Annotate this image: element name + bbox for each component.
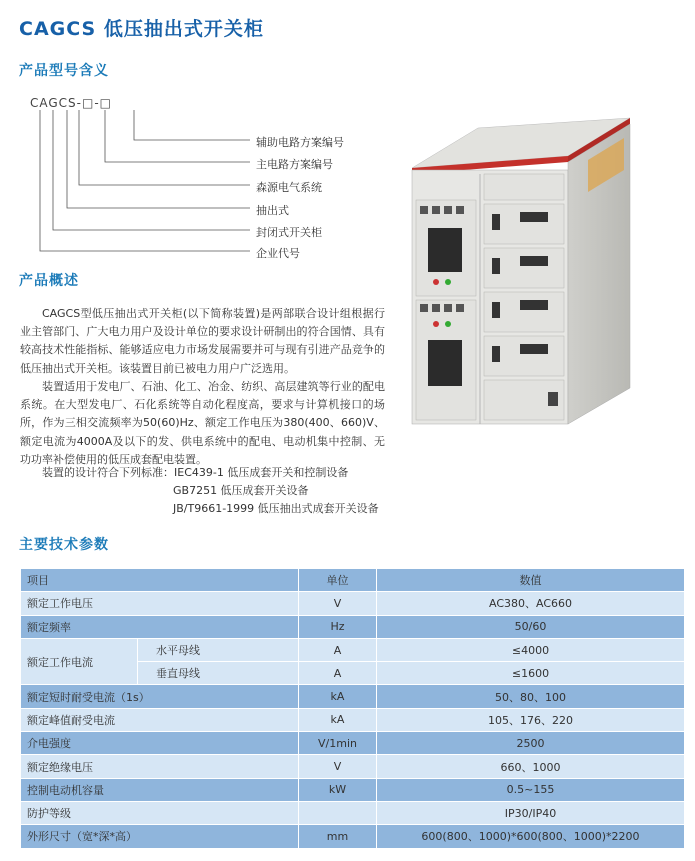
- row-name: 外形尺寸（宽*深*高）: [21, 825, 299, 848]
- table-row: [21, 615, 685, 638]
- row-unit: A: [299, 638, 377, 661]
- row-subname: 水平母线: [138, 638, 299, 661]
- header-unit: 单位: [299, 569, 377, 592]
- table-row: [21, 778, 685, 801]
- table-header-row: [21, 569, 685, 592]
- row-unit: Hz: [299, 615, 377, 638]
- row-name: 额定绝缘电压: [21, 755, 299, 778]
- table-row: [21, 732, 685, 755]
- table-row: [21, 708, 685, 731]
- row-unit: mm: [299, 825, 377, 848]
- line-drawout: [67, 110, 250, 208]
- row-unit: A: [299, 662, 377, 685]
- table-row: [21, 755, 685, 778]
- standard-gb7251: GB7251 低压成套开关设备: [173, 484, 309, 497]
- section-title-params: 主要技术参数: [19, 537, 109, 553]
- model-code-diagram: [0, 0, 260, 260]
- line-main-circuit: [105, 110, 250, 162]
- table-row: [21, 592, 685, 615]
- row-value: 0.5~155: [377, 778, 685, 801]
- row-unit: kA: [299, 685, 377, 708]
- switchgear-cabinet-image: [408, 110, 638, 428]
- overview-paragraph-3: 装置的设计符合下列标准：IEC439-1 低压成套开关和控制设备: [42, 466, 349, 479]
- row-value: 105、176、220: [377, 708, 685, 731]
- section-title-overview: 产品概述: [19, 273, 79, 289]
- row-name: 额定工作电流: [21, 638, 138, 685]
- model-code: CAGCS-□-□: [30, 96, 113, 110]
- row-value: AC380、AC660: [377, 592, 685, 615]
- table-row: [21, 825, 685, 848]
- standard-jb9661: JB/T9661-1999 低压抽出式成套开关设备: [173, 502, 379, 515]
- overview-paragraph-2: 装置适用于发电厂、石油、化工、冶金、纺织、高层建筑等行业的配电系统。在大型发电厂、石化系统等自动化程度高，要求与计算机接口的场所，作为三相交流频率为50(60)Hz、额定工作电压为380(400、660)V、额定电流为4000A及以下的发、供电系统中的配电、电动机集中控制、无功功率补偿使用的低压成套配电装置。: [20, 380, 385, 466]
- row-value: 660、1000: [377, 755, 685, 778]
- legend-drawout: 抽出式: [256, 204, 289, 217]
- row-name: 额定峰值耐受电流: [21, 708, 299, 731]
- row-name: 介电强度: [21, 732, 299, 755]
- legend-system: 森源电气系统: [256, 181, 322, 194]
- row-name: 控制电动机容量: [21, 778, 299, 801]
- section-title-model: 产品型号含义: [19, 63, 109, 79]
- row-name: 额定工作电压: [21, 592, 299, 615]
- row-subname: 垂直母线: [138, 662, 299, 685]
- legend-company: 企业代号: [256, 247, 300, 260]
- line-aux-circuit: [134, 110, 250, 140]
- header-item: 项目: [21, 569, 299, 592]
- parameters-table: [20, 568, 685, 849]
- table-row: [21, 685, 685, 708]
- row-unit: kW: [299, 778, 377, 801]
- row-value: 600(800、1000)*600(800、1000)*2200: [377, 825, 685, 848]
- header-value: 数值: [377, 569, 685, 592]
- row-value: 50/60: [377, 615, 685, 638]
- table-row: [21, 638, 685, 661]
- row-unit: V: [299, 592, 377, 615]
- row-unit: kA: [299, 708, 377, 731]
- row-unit: V: [299, 755, 377, 778]
- legend-main-circuit: 主电路方案编号: [256, 158, 333, 171]
- row-value: ≤4000: [377, 638, 685, 661]
- row-value: 2500: [377, 732, 685, 755]
- row-value: ≤1600: [377, 662, 685, 685]
- row-unit: [299, 801, 377, 824]
- row-value: 50、80、100: [377, 685, 685, 708]
- legend-aux-circuit: 辅助电路方案编号: [256, 136, 344, 149]
- legend-enclosed: 封闭式开关柜: [256, 226, 322, 239]
- overview-paragraph-1: CAGCS型低压抽出式开关柜(以下简称装置)是两部联合设计组根据行业主管部门、广大电力用户及设计单位的要求设计研制出的符合国情、具有较高技术性能指标、能够适应电力市场发展需要并可与现有引进产品竞争的低压抽出式开关柜。该装置目前已被电力用户广泛选用。: [20, 307, 385, 375]
- line-enclosed: [53, 110, 250, 230]
- table-row: [21, 801, 685, 824]
- page-title: CAGCS 低压抽出式开关柜: [19, 18, 264, 40]
- row-value: IP30/IP40: [377, 801, 685, 824]
- row-name: 防护等级: [21, 801, 299, 824]
- row-name: 额定频率: [21, 615, 299, 638]
- row-unit: V/1min: [299, 732, 377, 755]
- row-name: 额定短时耐受电流（1s）: [21, 685, 299, 708]
